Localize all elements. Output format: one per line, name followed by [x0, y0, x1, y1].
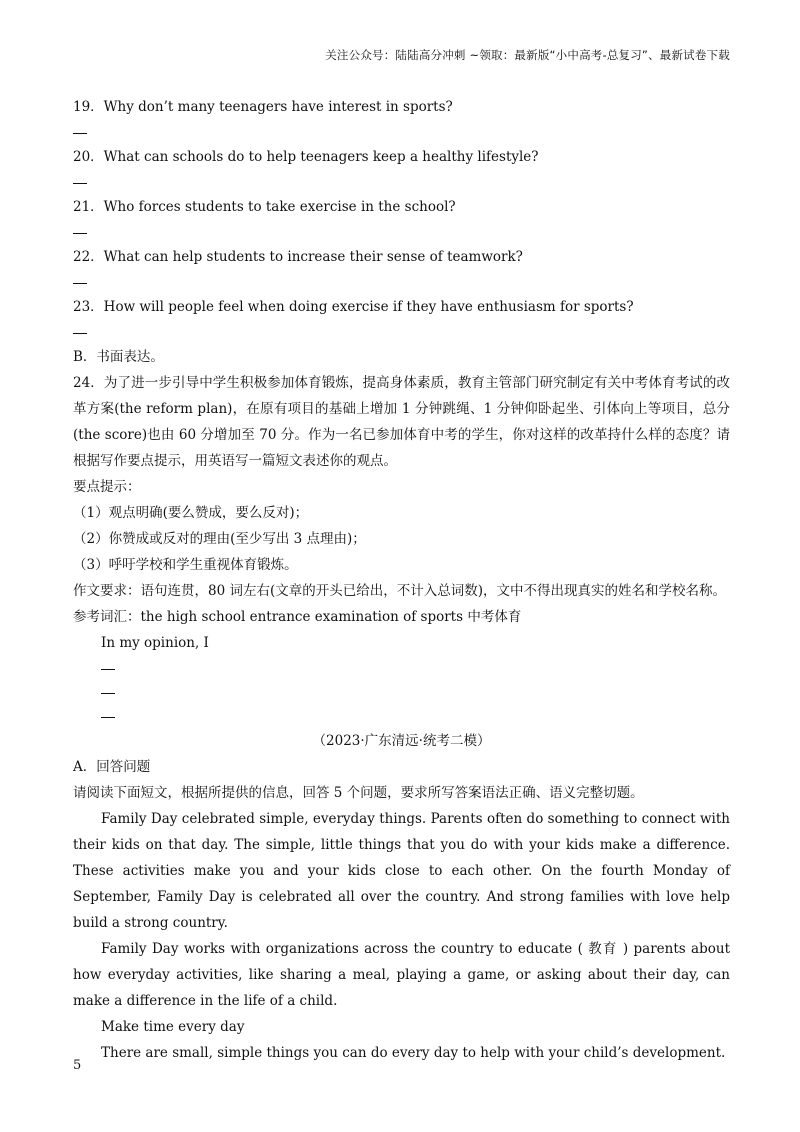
section-a-instruction: 请阅读下面短文，根据所提供的信息，回答 5 个问题，要求所写答案语法正确、语义完整切题。 — [73, 785, 644, 801]
point-3: （3）呼吁学校和学生重视体育锻炼。 — [73, 557, 298, 573]
passage-last-line: There are small, simple things you can do every day to help with your child’s development. — [101, 1045, 726, 1061]
question-23: 23．How will people feel when doing exercise if they have enthusiasm for sports? — [73, 299, 634, 315]
point-2: （2）你赞成或反对的理由(至少写出 3 点理由)； — [73, 531, 366, 547]
section-b-heading: B．书面表达。 — [73, 349, 164, 365]
point-1: （1）观点明确(要么赞成，要么反对)； — [73, 505, 309, 521]
answer-blank[interactable] — [73, 270, 730, 294]
answer-blank[interactable] — [73, 320, 730, 344]
essay-blank[interactable] — [73, 656, 730, 680]
answer-blank[interactable] — [73, 170, 730, 194]
answer-blank[interactable] — [73, 120, 730, 144]
question-19: 19．Why don’t many teenagers have interest in sports? — [73, 99, 453, 115]
page-content — [73, 94, 730, 1066]
writing-requirement: 作文要求：语句连贯，80 词左右(文章的开头已给出，不计入总词数)，文中不得出现真实的姓名和学校名称。 — [73, 583, 727, 599]
essay-opening: In my opinion, I — [101, 635, 209, 651]
answer-blank[interactable] — [73, 220, 730, 244]
passage-paragraph-2: Family Day works with organizations across the country to educate ( 教育 ) parents about how everyday activities, like sharing a meal, playing a game, or asking about their day, can make a difference in the life of a child. — [73, 941, 730, 1009]
question-20: 20．What can schools do to help teenagers keep a healthy lifestyle? — [73, 149, 539, 165]
page-header: 关注公众号：陆陆高分冲刺 ~领取：最新版“小中高考-总复习”、最新试卷下载 — [325, 48, 730, 62]
source-label: （2023·广东清远·统考二模） — [312, 733, 491, 749]
reference-vocab: 参考词汇：the high school entrance examination of sports 中考体育 — [73, 609, 522, 625]
question-24-prompt: 24．为了进一步引导中学生积极参加体育锻炼，提高身体素质，教育主管部门研究制定有关中考体育考试的改革方案(the reform plan)，在原有项目的基础上增加 1 分钟跳绳、1 分钟仰卧起坐、引体向上等项目，总分(the score)也由 60 分增加至 70 分。作为一名已参加体育中考的学生，你对这样的改革持什么样的态度？请根据写作要点提示，用英语写一篇短文表述你的观点。 — [73, 375, 730, 469]
essay-blank[interactable] — [73, 704, 730, 728]
passage-subheading: Make time every day — [101, 1019, 245, 1035]
question-22: 22．What can help students to increase their sense of teamwork? — [73, 249, 523, 265]
essay-blank[interactable] — [73, 680, 730, 704]
section-a-heading: A．回答问题 — [73, 759, 151, 775]
passage-paragraph-1: Family Day celebrated simple, everyday things. Parents often do something to connect with their kids on that day. The simple, little things that you do with your kids make a difference. These activities make you and your kids close to each other. On the fourth Monday of September, Family Day is celebrated all over the country. And strong families with love help build a strong country. — [73, 811, 730, 931]
page-number: 5 — [73, 1058, 82, 1073]
question-21: 21．Who forces students to take exercise in the school? — [73, 199, 456, 215]
points-title: 要点提示： — [73, 479, 141, 495]
